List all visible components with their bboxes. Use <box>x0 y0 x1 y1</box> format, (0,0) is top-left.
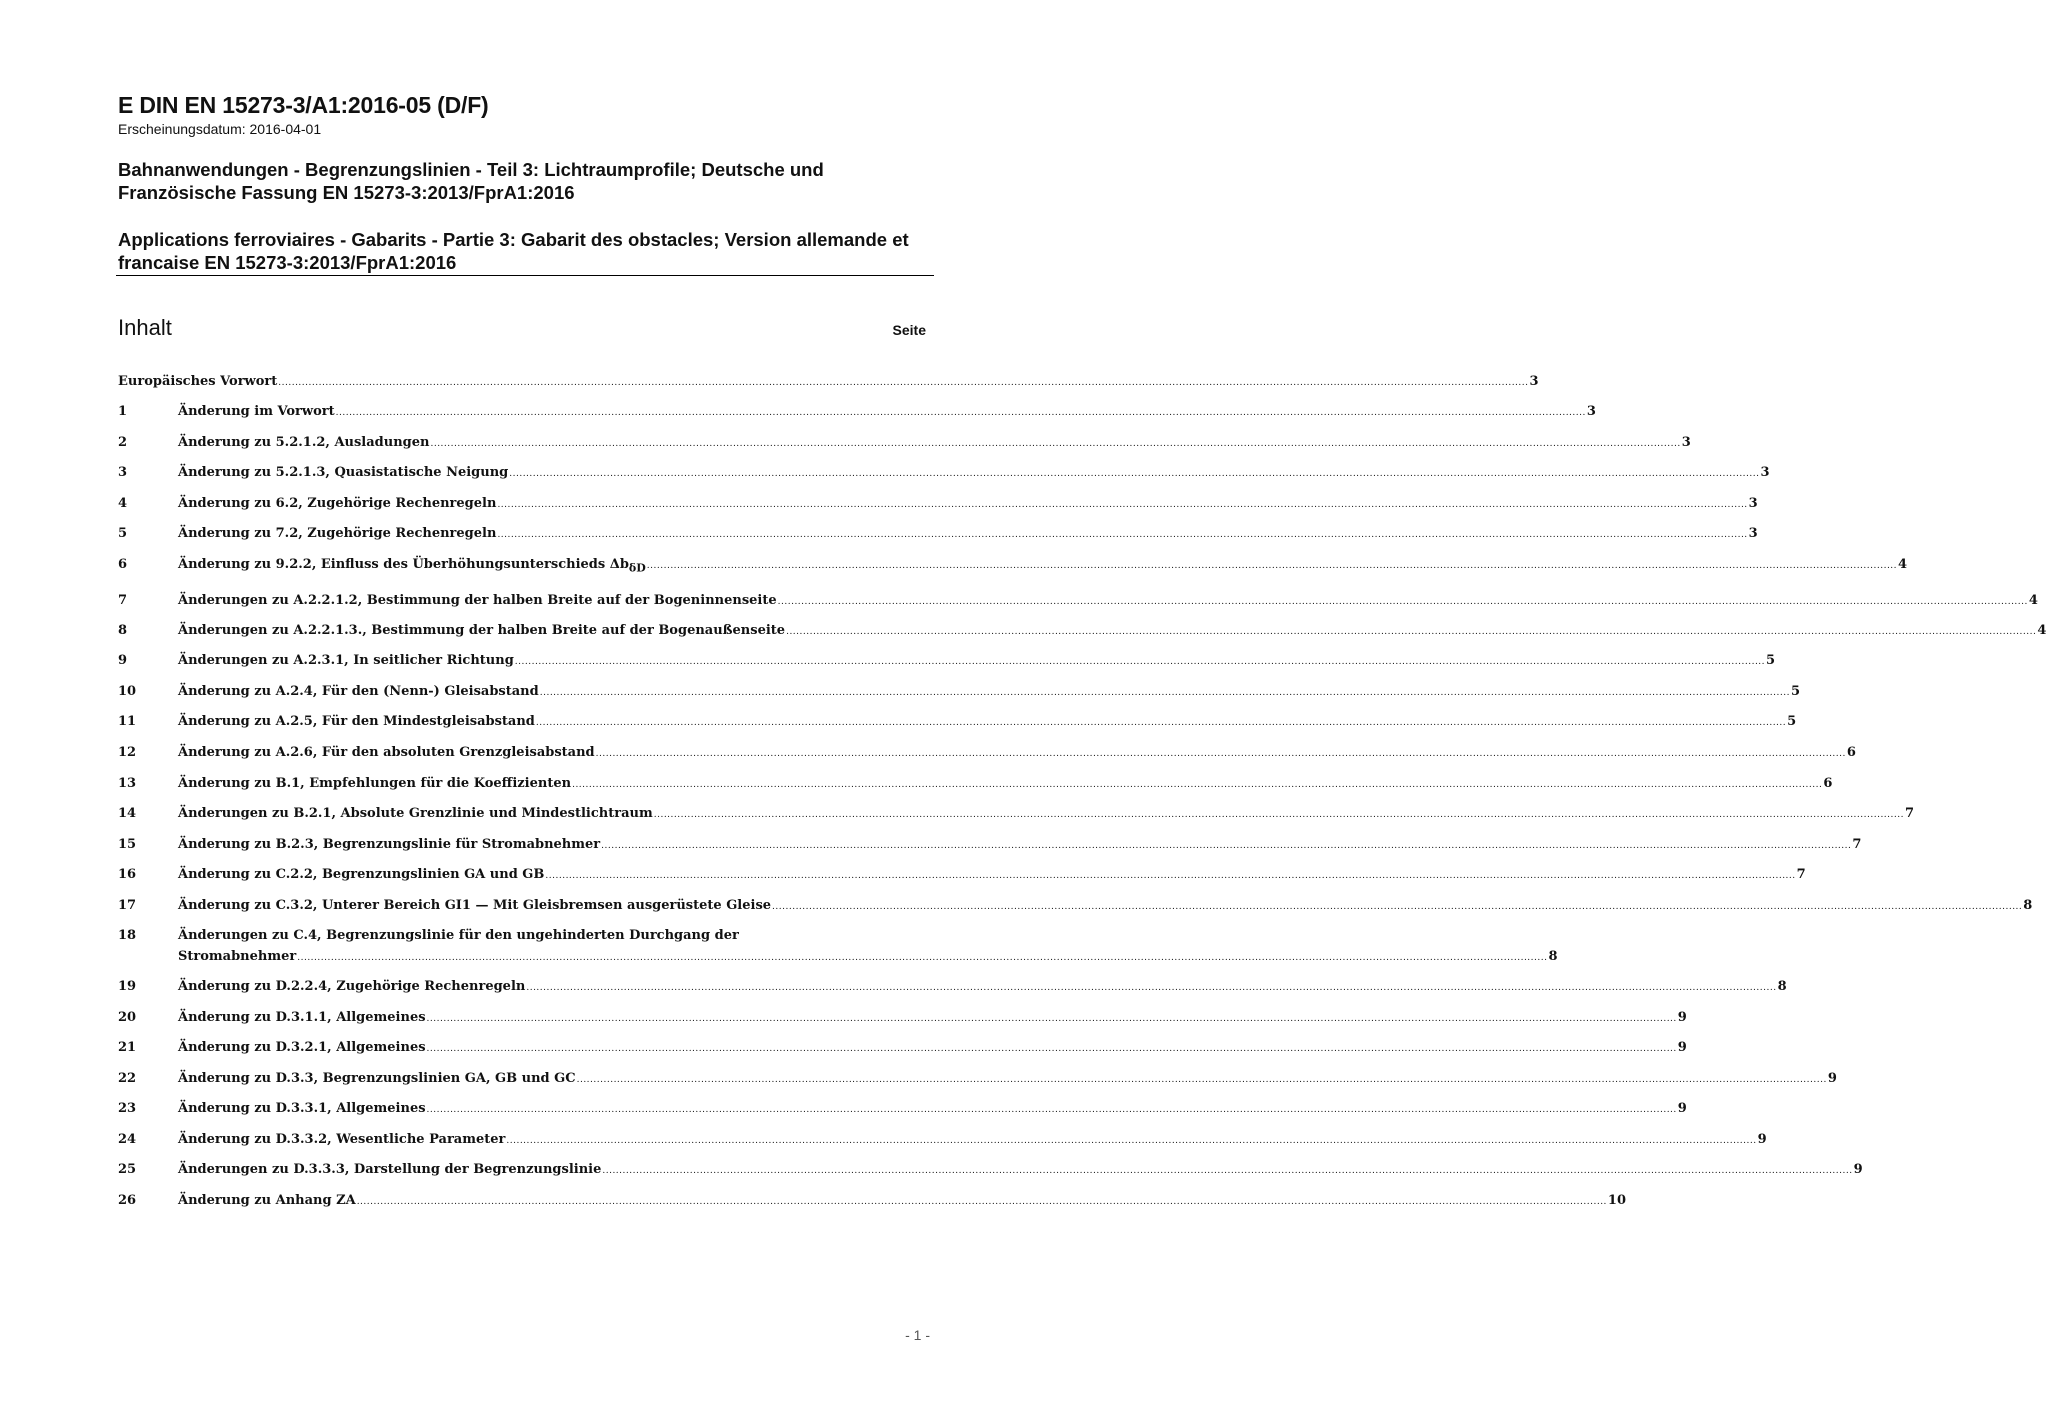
toc-entry-number: 9 <box>118 653 128 668</box>
toc-entry-number: 1 <box>118 404 128 419</box>
toc-entry-page: 10 <box>1607 1193 1627 1208</box>
toc-entry[interactable] <box>118 462 1770 485</box>
toc-entry-title[interactable]: Änderung zu D.2.2.4, Zugehörige Rechenregeln <box>178 979 526 994</box>
toc-entry[interactable] <box>118 803 1915 826</box>
toc-dot-leader <box>427 1009 1677 1030</box>
toc-entry-title[interactable]: Änderung zu A.2.6, Für den absoluten Grenzgleisabstand <box>178 745 595 760</box>
toc-entry-number: 8 <box>118 623 128 638</box>
toc-dot-leader <box>596 744 1846 765</box>
toc-entry[interactable] <box>118 554 1908 579</box>
toc-entry-title[interactable]: Änderung zu 5.2.1.2, Ausladungen <box>178 435 430 450</box>
toc-entry-title[interactable]: Änderung zu A.2.4, Für den (Nenn-) Gleisabstand <box>178 684 539 699</box>
toc-entry[interactable] <box>118 895 2033 918</box>
toc-entry-page: 8 <box>1777 979 1787 994</box>
toc-entry-title-line2[interactable]: Stromabnehmer <box>178 949 297 964</box>
toc-entry[interactable] <box>118 620 2046 643</box>
toc-entry-page: 3 <box>1760 465 1770 480</box>
toc-entry-title[interactable]: Änderung zu D.3.3.2, Wesentliche Parameter <box>178 1132 506 1147</box>
toc-entry-number: 5 <box>118 526 128 541</box>
toc-entry[interactable] <box>118 1190 1627 1213</box>
toc-entry-number: 17 <box>118 898 137 913</box>
toc-entry-page: 6 <box>1846 745 1856 760</box>
toc-entry-page: 9 <box>1677 1040 1687 1055</box>
toc-entry-title[interactable]: Änderung zu D.3.1.1, Allgemeines <box>178 1010 426 1025</box>
toc-dot-leader <box>526 978 1776 999</box>
release-date: Erscheinungsdatum: 2016-04-01 <box>118 121 322 137</box>
toc-entry-page: 4 <box>2037 623 2046 638</box>
toc-entry-number: 11 <box>118 714 137 729</box>
toc-entry-title[interactable]: Änderungen zu A.2.2.1.2, Bestimmung der halben Breite auf der Bogeninnenseite <box>178 593 777 608</box>
toc-entry[interactable] <box>118 925 1558 969</box>
toc-entry[interactable] <box>118 590 2038 613</box>
toc-entry-page: 4 <box>2028 593 2038 608</box>
toc-dot-leader <box>297 948 1547 969</box>
toc-entry[interactable] <box>118 864 1806 887</box>
toc-entry-page: 3 <box>1748 496 1758 511</box>
toc-entry-page: 9 <box>1757 1132 1767 1147</box>
toc-entry-number: 25 <box>118 1162 137 1177</box>
toc-entry-title[interactable]: Änderung zu Anhang ZA <box>178 1193 356 1208</box>
toc-entry[interactable] <box>118 650 1776 673</box>
toc-entry-title[interactable]: Änderung zu D.3.3.1, Allgemeines <box>178 1101 426 1116</box>
toc-entry-page: 4 <box>1898 557 1908 572</box>
toc-entry-page: 5 <box>1787 714 1797 729</box>
toc-entry-title[interactable]: Änderung zu C.3.2, Unterer Bereich GI1 — Mit Gleisbremsen ausgerüstete Gleise <box>178 898 772 913</box>
toc-entry[interactable] <box>118 523 1758 546</box>
toc-entry-number: 10 <box>118 684 137 699</box>
toc-entry-number: 15 <box>118 837 137 852</box>
toc-entry-number: 12 <box>118 745 137 760</box>
toc-entry-page: 6 <box>1823 776 1833 791</box>
toc-entry-title[interactable]: Änderungen zu A.2.3.1, In seitlicher Richtung <box>178 653 514 668</box>
toc-dot-leader <box>336 403 1586 424</box>
toc-entry-page: 9 <box>1853 1162 1863 1177</box>
toc-dot-leader <box>509 464 1759 485</box>
toc-entry-page: 7 <box>1904 806 1915 821</box>
toc-dot-leader <box>577 1070 1827 1091</box>
toc-entry[interactable] <box>118 711 1797 734</box>
toc-entry-title[interactable]: Änderung zu B.1, Empfehlungen für die Koeffizienten <box>178 776 572 791</box>
toc-entry-page: 9 <box>1677 1101 1687 1116</box>
toc-dot-leader <box>536 713 1786 734</box>
toc-entry-number: 3 <box>118 465 128 480</box>
toc-entry-page: 8 <box>2023 898 2033 913</box>
toc-entry-title[interactable]: Änderungen zu D.3.3.3, Darstellung der Begrenzungslinie <box>178 1162 602 1177</box>
toc-entry-title[interactable] <box>178 554 646 579</box>
toc-entry-title[interactable]: Änderung zu D.3.3, Begrenzungslinien GA, GB und GC <box>178 1071 576 1086</box>
page-number: - 1 - <box>905 1327 930 1343</box>
toc-entry-title[interactable]: Änderung zu C.2.2, Begrenzungslinien GA und GB <box>178 867 545 882</box>
toc-entry-number: 7 <box>118 593 128 608</box>
toc-entry[interactable] <box>118 493 1758 516</box>
toc-entry-page: 8 <box>1548 949 1558 964</box>
toc-entry-number: 21 <box>118 1040 137 1055</box>
toc-entry[interactable] <box>118 1037 1687 1060</box>
toc-entry-title[interactable]: Änderungen zu C.4, Begrenzungslinie für den ungehinderten Durchgang der <box>178 928 739 943</box>
toc-dot-leader <box>540 683 1790 704</box>
toc-entry-number: 19 <box>118 979 137 994</box>
toc-page-column-label: Seite <box>892 322 926 338</box>
toc-entry-page: 3 <box>1586 404 1596 419</box>
toc-entry-title[interactable]: Änderungen zu B.2.1, Absolute Grenzlinie und Mindestlichtraum <box>178 806 653 821</box>
toc-entry-page: 5 <box>1790 684 1801 699</box>
toc-entry[interactable] <box>118 1129 1767 1152</box>
toc-dot-leader <box>647 556 1897 577</box>
toc-dot-leader <box>601 836 1851 857</box>
toc-entry-title[interactable]: Änderung zu D.3.2.1, Allgemeines <box>178 1040 426 1055</box>
toc-entry-title[interactable]: Änderung zu 5.2.1.3, Quasistatische Neigung <box>178 465 509 480</box>
toc-dot-leader <box>427 1100 1677 1121</box>
toc-heading: Inhalt <box>118 315 172 340</box>
toc-dot-leader <box>602 1161 1852 1182</box>
toc-dot-leader <box>786 622 2036 643</box>
toc-entry[interactable] <box>118 742 1856 765</box>
toc-entry[interactable] <box>118 681 1801 704</box>
toc-entry[interactable] <box>118 401 1596 424</box>
toc-entry-number: 20 <box>118 1010 137 1025</box>
toc-entry-title[interactable]: Änderung zu B.2.3, Begrenzungslinie für Stromabnehmer <box>178 837 601 852</box>
toc-entry-page: 7 <box>1796 867 1806 882</box>
toc-entry-page: 3 <box>1681 435 1691 450</box>
toc-entry-number: 6 <box>118 557 128 572</box>
toc-entry-title[interactable]: Europäisches Vorwort <box>118 374 278 389</box>
toc-entry-number: 22 <box>118 1071 137 1086</box>
toc-dot-leader <box>430 434 1680 455</box>
toc-entry-body <box>178 925 1558 969</box>
title-divider <box>116 275 934 276</box>
toc-entry-page: 5 <box>1766 653 1776 668</box>
toc-entry-number: 23 <box>118 1101 137 1116</box>
toc-dot-leader <box>515 652 1765 673</box>
toc-entry-continuation <box>178 946 1558 969</box>
toc-dot-leader <box>654 805 1904 826</box>
toc-entry-number: 26 <box>118 1193 137 1208</box>
toc-entry[interactable] <box>118 432 1691 455</box>
toc-entry-number: 13 <box>118 776 137 791</box>
toc-dot-leader <box>497 495 1747 516</box>
toc-entry-title[interactable]: Änderung zu A.2.5, Für den Mindestgleisabstand <box>178 714 535 729</box>
toc-entry-page: 9 <box>1827 1071 1837 1086</box>
toc-entry[interactable] <box>118 1007 1687 1030</box>
toc-entry-title[interactable]: Änderung zu 6.2, Zugehörige Rechenregeln <box>178 496 497 511</box>
toc-entry[interactable] <box>118 371 1539 394</box>
title-german: Bahnanwendungen - Begrenzungslinien - Teil 3: Lichtraumprofile; Deutsche und Französische Fassung EN 15273-3:2013/FprA1:2016 <box>118 159 824 203</box>
toc-dot-leader <box>427 1039 1677 1060</box>
toc-dot-leader <box>357 1192 1607 1213</box>
toc-entry-page: 9 <box>1677 1010 1687 1025</box>
toc-entry-page: 7 <box>1852 837 1862 852</box>
toc-entry[interactable] <box>118 1159 1863 1182</box>
toc-entry-number: 2 <box>118 435 128 450</box>
toc-entry-number: 4 <box>118 496 128 511</box>
title-french: Applications ferroviaires - Gabarits - Partie 3: Gabarit des obstacles; Version allemande et francaise EN 15273-3:2013/FprA1:2016 <box>118 229 909 273</box>
toc-entry-title-subscript: δD <box>628 561 646 575</box>
toc-dot-leader <box>506 1131 1756 1152</box>
toc-dot-leader <box>497 525 1747 546</box>
toc-entry-title[interactable]: Änderung zu 7.2, Zugehörige Rechenregeln <box>178 526 497 541</box>
toc-dot-leader <box>278 373 1528 394</box>
toc-entry-page: 3 <box>1529 374 1539 389</box>
toc-entry-title[interactable]: Änderungen zu A.2.2.1.3., Bestimmung der halben Breite auf der Bogenaußenseite <box>178 623 786 638</box>
toc-dot-leader <box>545 866 1795 887</box>
toc-entry[interactable] <box>118 1068 1837 1091</box>
toc-entry-page: 3 <box>1748 526 1758 541</box>
toc-dot-leader <box>772 897 2022 918</box>
toc-entry[interactable] <box>118 773 1833 796</box>
toc-entry-number: 24 <box>118 1132 137 1147</box>
document-title: E DIN EN 15273-3/A1:2016-05 (D/F) <box>118 92 489 118</box>
toc-entry-number: 16 <box>118 867 137 882</box>
toc-entry-title-main: Änderung zu 9.2.2, Einfluss des Überhöhungsunterschieds Δb <box>178 557 629 572</box>
toc-entry-title[interactable]: Änderung im Vorwort <box>178 404 335 419</box>
toc-entry[interactable] <box>118 834 1862 857</box>
toc-entry-number: 14 <box>118 806 137 821</box>
toc-entry[interactable] <box>118 976 1787 999</box>
toc-entry[interactable] <box>118 1098 1687 1121</box>
toc-dot-leader <box>778 592 2028 613</box>
toc-dot-leader <box>572 775 1822 796</box>
toc-entry-number: 18 <box>118 928 137 943</box>
